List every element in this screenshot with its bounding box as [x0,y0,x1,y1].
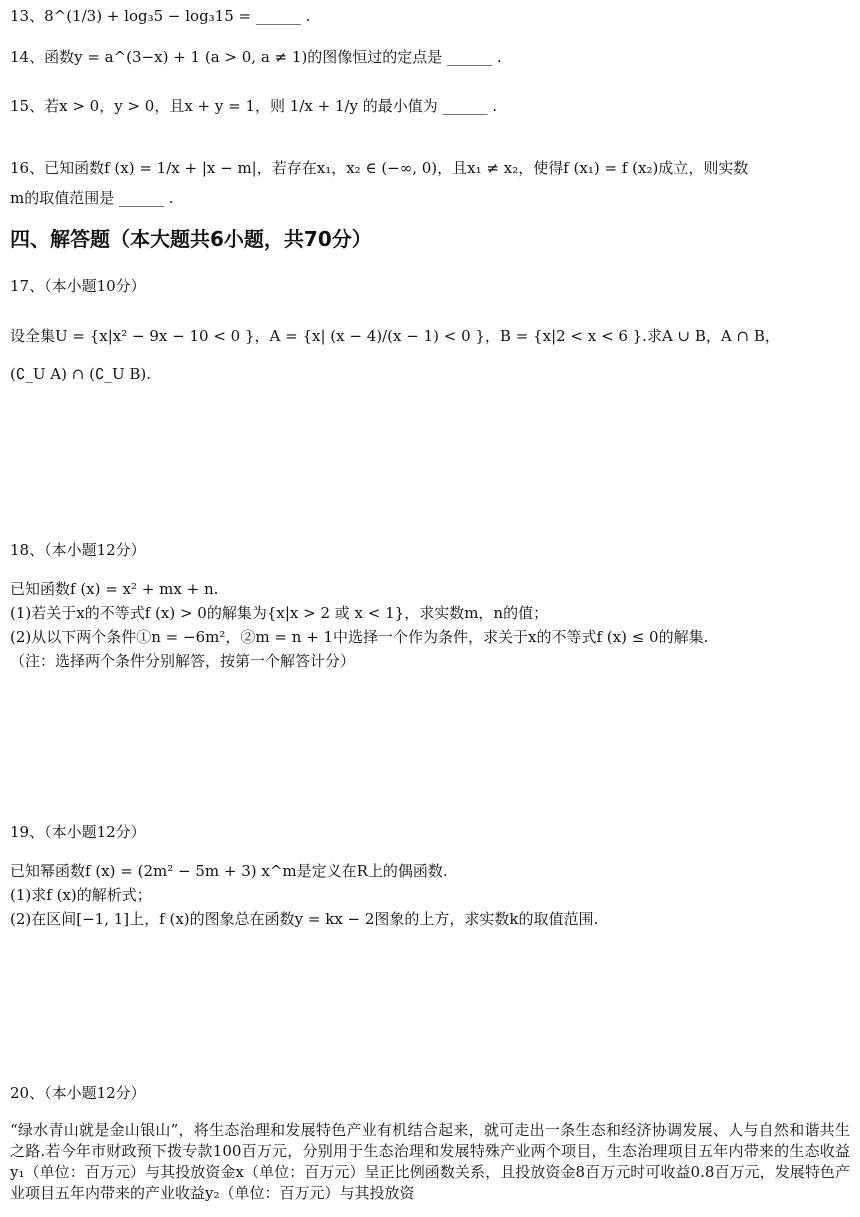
question-18-line-2: (1)若关于x的不等式f (x) > 0的解集为{x|x > 2 或 x < 1}，求实数m，n的值； [10,604,549,622]
question-18-header: 18、（本小题12分） [10,541,146,559]
question-19-line-1: 已知幂函数f (x) = (2m² − 5m + 3) x^m是定义在R上的偶函数. [10,862,448,880]
question-17-line-2: (∁_U A) ∩ (∁_U B). [10,365,152,383]
question-19-line-2: (1)求f (x)的解析式； [10,886,152,904]
question-16-line-1: 16、已知函数f (x) = 1/x + |x − m|，若存在x₁，x₂ ∈ (−∞, 0)，且x₁ ≠ x₂，使得f (x₁) = f (x₂)成立，则实数 [10,159,749,177]
question-17-header: 17、（本小题10分） [10,277,146,295]
question-14: 14、函数y = a^(3−x) + 1 (a > 0, a ≠ 1)的图像恒过的定点是 ______ . [10,48,502,66]
question-18-line-1: 已知函数f (x) = x² + mx + n. [10,580,219,598]
question-18-line-3: (2)从以下两个条件①n = −6m²，②m = n + 1中选择一个作为条件，求关于x的不等式f (x) ≤ 0的解集. [10,628,709,646]
question-13: 13、8^(1/3) + log₃5 − log₃15 = ______ . [10,7,311,25]
question-20-header: 20、（本小题12分） [10,1084,146,1102]
question-19-header: 19、（本小题12分） [10,823,146,841]
question-15: 15、若x > 0，y > 0，且x + y = 1，则 1/x + 1/y 的最小值为 ______ . [10,97,498,115]
section-title: 四、解答题（本大题共6小题，共70分） [10,227,372,251]
question-18-line-4: （注：选择两个条件分别解答，按第一个解答计分） [10,652,356,670]
question-20-paragraph: “绿水青山就是金山银山”，将生态治理和发展特色产业有机结合起来，就可走出一条生态和经济协调发展、人与自然和谐共生之路.若今年市财政预下拨专款100百万元，分别用于生态治理和发展特殊产业两个项目，生态治理项目五年内带来的生态收益y₁（单位：百万元）与其投放资金x（单位：百万元）呈正比例函数关系，且投放资金8百万元时可收益0.8百万元，发展特色产业项目五年内带来的产业收益y₂（单位：百万元）与其投放资 [10,1121,850,1202]
question-16-line-2: m的取值范围是 ______ . [10,189,174,207]
question-17-line-1: 设全集U = {x|x² − 9x − 10 < 0 }，A = {x| (x − 4)/(x − 1) < 0 }，B = {x|2 < x < 6 }.求A ∪ B，A ∩ B， [10,327,780,345]
question-19-line-3: (2)在区间[−1, 1]上，f (x)的图象总在函数y = kx − 2图象的上方，求实数k的取值范围. [10,910,599,928]
